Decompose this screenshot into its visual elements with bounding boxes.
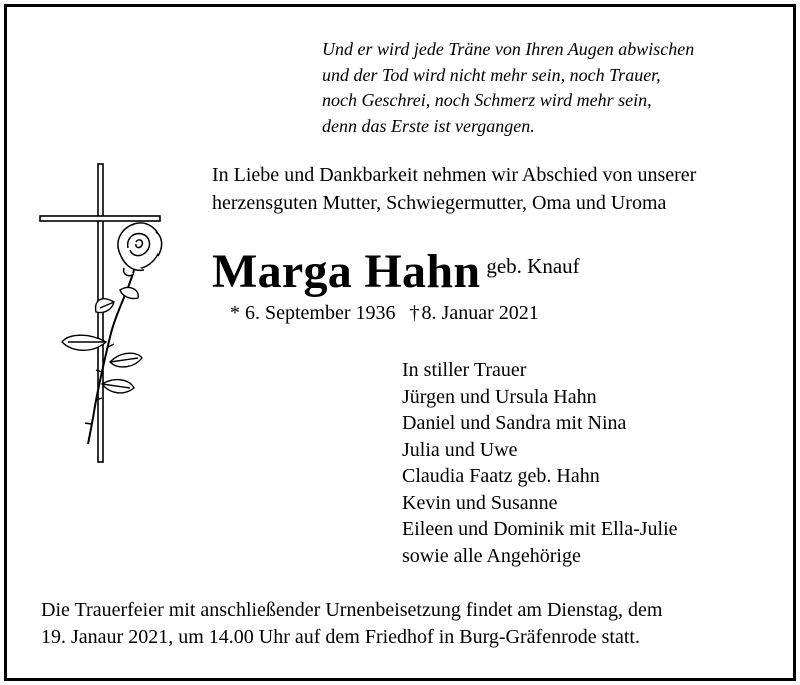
- farewell-intro: [212, 161, 696, 217]
- deceased-name: Marga Hahn: [212, 245, 481, 298]
- mourners-list: [402, 357, 678, 569]
- deceased-name-line: [212, 244, 580, 299]
- cross-rose-icon: [38, 162, 168, 467]
- birth-date: * 6. September 1936: [230, 302, 396, 324]
- life-dates: [230, 302, 539, 325]
- service-line: Die Trauerfeier mit anschließender Urnenbeisetzung findet am Dienstag, dem: [41, 599, 663, 621]
- maiden-name: geb. Knauf: [486, 254, 580, 278]
- verse-line: denn das Erste ist vergangen.: [322, 115, 535, 136]
- verse-line: Und er wird jede Träne von Ihren Augen abwischen: [322, 39, 695, 59]
- mourner-item: Jürgen und Ursula Hahn: [402, 385, 597, 408]
- mourner-item: Kevin und Susanne: [402, 491, 558, 514]
- service-line: 19. Janaur 2021, um 14.00 Uhr auf dem Friedhof in Burg-Gräfenrode statt.: [41, 625, 640, 648]
- mourner-item: sowie alle Angehörige: [402, 544, 581, 567]
- mourners-heading: In stiller Trauer: [402, 359, 527, 381]
- verse-line: noch Geschrei, noch Schmerz wird mehr sein,: [322, 90, 652, 110]
- funeral-service-note: [41, 597, 662, 650]
- mourner-item: Julia und Uwe: [402, 438, 518, 461]
- bible-verse: [322, 37, 694, 139]
- mourner-item: Eileen und Dominik mit Ella-Julie: [402, 518, 678, 540]
- mourner-item: Daniel und Sandra mit Nina: [402, 412, 627, 434]
- mourner-item: Claudia Faatz geb. Hahn: [402, 465, 600, 487]
- death-date: 8. Januar 2021: [421, 302, 539, 324]
- verse-line: und der Tod wird nicht mehr sein, noch Trauer,: [322, 64, 661, 85]
- intro-line: In Liebe und Dankbarkeit nehmen wir Abschied von unserer: [212, 164, 697, 186]
- death-cross-icon: †: [409, 302, 420, 324]
- intro-line: herzensguten Mutter, Schwiegermutter, Oma und Uroma: [212, 192, 667, 214]
